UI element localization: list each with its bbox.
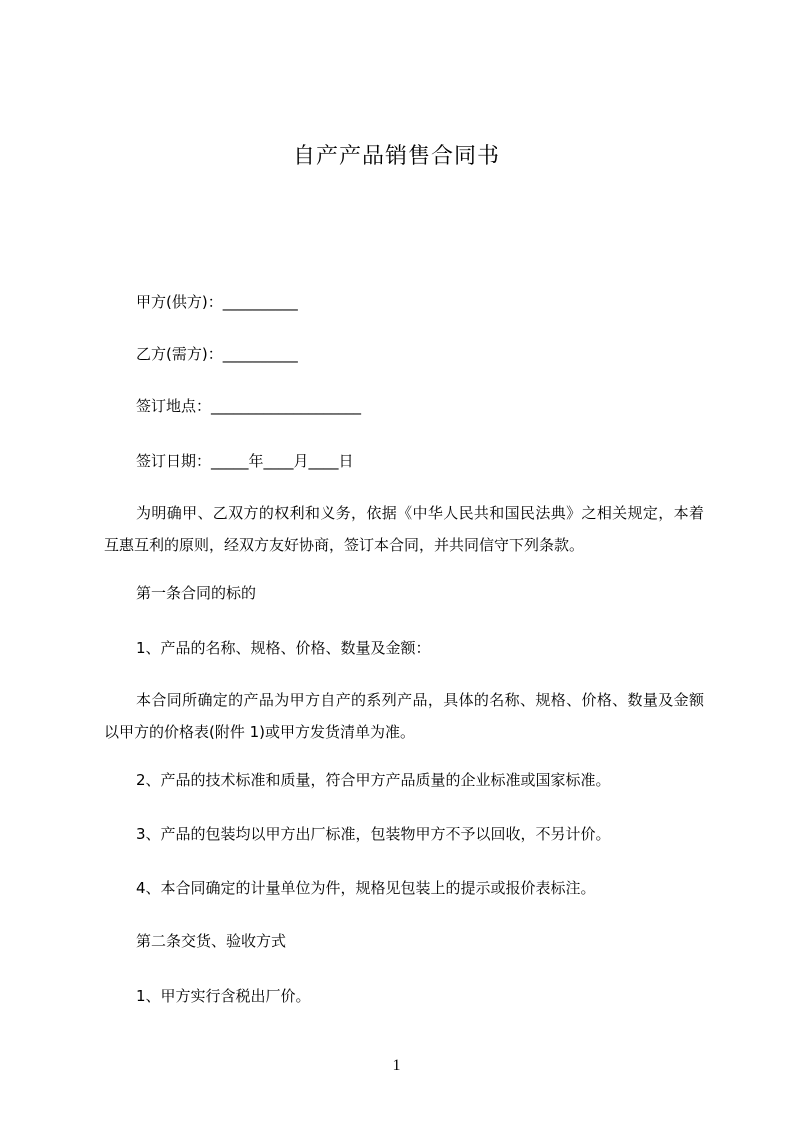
party-a-line: 甲方(供方)：__________ xyxy=(136,293,298,311)
preamble-paragraph: 为明确甲、乙双方的权利和义务，依据《中华人民共和国民法典》之相关规定，本着互惠互利的原则，经双方友好协商，签订本合同，并共同信守下列条款。 xyxy=(104,504,704,554)
article-1-item-1: 1、产品的名称、规格、价格、数量及金额： xyxy=(136,639,431,657)
article-1-item-1-detail: 本合同所确定的产品为甲方自产的系列产品，具体的名称、规格、价格、数量及金额以甲方的价格表(附件 1)或甲方发货清单为准。 xyxy=(104,691,704,741)
article-1-heading: 第一条合同的标的 xyxy=(136,584,257,602)
article-2-item-1: 1、甲方实行含税出厂价。 xyxy=(136,987,311,1005)
page-number: 1 xyxy=(392,1057,401,1074)
article-1-item-2: 2、产品的技术标准和质量，符合甲方产品质量的企业标准或国家标准。 xyxy=(136,771,611,789)
party-b-line: 乙方(需方)：__________ xyxy=(136,345,298,363)
document-title: 自产产品销售合同书 xyxy=(292,144,500,169)
signing-date-line: 签订日期：_____年____月____日 xyxy=(136,452,354,470)
article-1-item-4: 4、本合同确定的计量单位为件，规格见包装上的提示或报价表标注。 xyxy=(136,879,596,897)
article-1-item-3: 3、产品的包装均以甲方出厂标准，包装物甲方不予以回收，不另计价。 xyxy=(136,825,611,843)
article-2-heading: 第二条交货、验收方式 xyxy=(136,932,287,950)
signing-place-line: 签订地点：____________________ xyxy=(136,397,362,415)
